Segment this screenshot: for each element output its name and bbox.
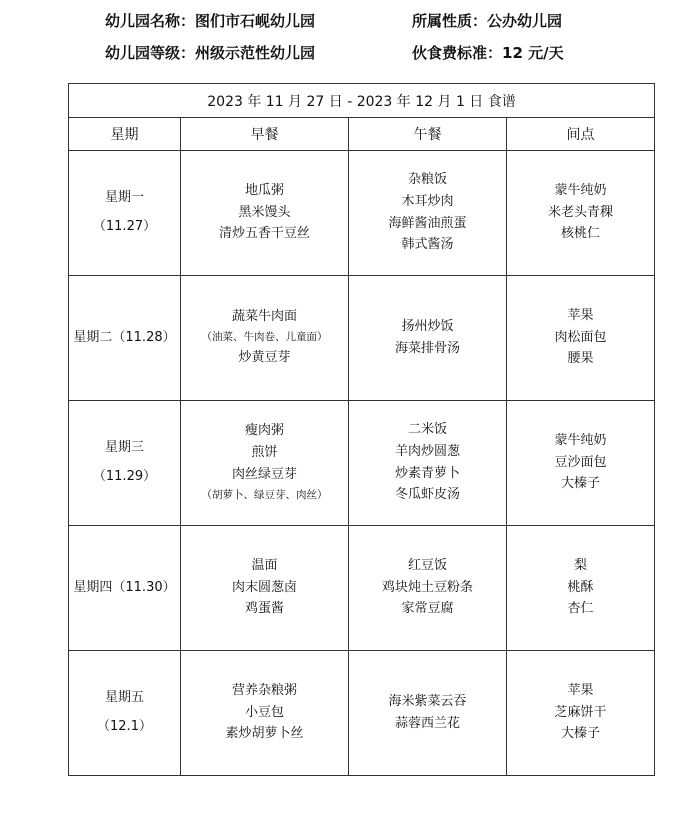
- menu-item: 扬州炒饭: [401, 318, 454, 334]
- menu-item: 大榛子: [561, 726, 601, 742]
- kindergarten-nature: 所属性质：公办幼儿园: [412, 12, 563, 30]
- menu-item: 韩式酱汤: [401, 237, 454, 253]
- menu-item: 海菜排骨汤: [394, 340, 460, 356]
- menu-table: [68, 83, 655, 776]
- menu-item: 海米紫菜云吞: [388, 693, 467, 709]
- menu-item: 羊肉炒圆葱: [394, 443, 460, 459]
- menu-item: 豆沙面包: [554, 454, 607, 470]
- day-cell: [69, 401, 181, 526]
- menu-item: （胡萝卜、绿豆芽、肉丝）: [201, 489, 328, 502]
- table-row: [69, 651, 655, 776]
- menu-item: 蒙牛纯奶: [554, 432, 607, 448]
- day-cell: [69, 651, 181, 776]
- menu-item: 海鲜酱油煎蛋: [388, 215, 467, 231]
- menu-item: 二米饭: [407, 421, 447, 437]
- menu-item: 桃酥: [567, 579, 594, 595]
- lunch-cell: [349, 401, 507, 526]
- menu-item: 瘦肉粥: [244, 423, 284, 439]
- menu-item: 煎饼: [251, 445, 278, 461]
- menu-item: 杂粮饭: [407, 171, 447, 187]
- lunch-cell: [349, 526, 507, 651]
- menu-item: 温面: [251, 557, 278, 573]
- day-label: （11.27）: [92, 219, 157, 234]
- menu-item: 炒黄豆芽: [238, 349, 291, 365]
- menu-item: 米老头青稞: [548, 204, 614, 220]
- menu-title: 2023 年 11 月 27 日 - 2023 年 12 月 1 日 食谱: [69, 84, 655, 118]
- breakfast-cell: [181, 276, 349, 401]
- column-header-snack: 间点: [507, 118, 655, 151]
- table-row: [69, 276, 655, 401]
- menu-item: 鸡块炖土豆粉条: [381, 579, 473, 595]
- menu-item: 蒙牛纯奶: [554, 182, 607, 198]
- menu-item: 肉松面包: [554, 329, 607, 345]
- column-header-breakfast: 早餐: [181, 118, 349, 151]
- day-cell: [69, 526, 181, 651]
- menu-item: 苹果: [567, 682, 594, 698]
- day-cell: [69, 151, 181, 276]
- meal-fee: 伙食费标准：12 元/天: [412, 44, 564, 62]
- snack-cell: [507, 151, 655, 276]
- menu-item: 素炒胡萝卜丝: [225, 726, 304, 742]
- menu-item: 冬瓜虾皮汤: [394, 487, 460, 503]
- menu-item: 清炒五香干豆丝: [218, 226, 310, 242]
- day-label: 星期一: [104, 190, 144, 206]
- menu-item: 小豆包: [244, 704, 284, 720]
- menu-item: 苹果: [567, 307, 594, 323]
- menu-item: 大榛子: [561, 476, 601, 492]
- day-label: 星期四（11.30）: [73, 579, 176, 595]
- breakfast-cell: [181, 526, 349, 651]
- breakfast-cell: [181, 651, 349, 776]
- snack-cell: [507, 401, 655, 526]
- menu-item: 营养杂粮粥: [231, 682, 297, 698]
- table-row: [69, 151, 655, 276]
- day-label: 星期五: [104, 690, 144, 706]
- menu-item: 蒜蓉西兰花: [394, 715, 460, 731]
- kindergarten-name: 幼儿园名称：图们市石岘幼儿园: [105, 12, 316, 30]
- menu-item: 蔬菜牛肉面: [231, 309, 297, 325]
- menu-item: 地瓜粥: [244, 182, 284, 198]
- day-label: （12.1）: [97, 719, 152, 734]
- menu-item: 杏仁: [567, 601, 594, 617]
- breakfast-cell: [181, 151, 349, 276]
- menu-item: 炒素青萝卜: [394, 465, 460, 481]
- menu-item: 梨: [574, 557, 588, 573]
- menu-item: 肉丝绿豆芽: [231, 467, 297, 483]
- snack-cell: [507, 526, 655, 651]
- table-row: [69, 526, 655, 651]
- table-row: [69, 401, 655, 526]
- breakfast-cell: [181, 401, 349, 526]
- menu-item: 芝麻饼干: [554, 704, 607, 720]
- day-label: （11.29）: [92, 469, 157, 484]
- menu-item: 红豆饭: [407, 557, 447, 573]
- column-header-day: 星期: [69, 118, 181, 151]
- kindergarten-level: 幼儿园等级：州级示范性幼儿园: [105, 44, 316, 62]
- column-header-lunch: 午餐: [349, 118, 507, 151]
- lunch-cell: [349, 276, 507, 401]
- day-label: 星期二（11.28）: [73, 329, 176, 345]
- menu-item: （油菜、牛肉卷、儿童面）: [201, 331, 328, 344]
- menu-item: 腰果: [567, 351, 594, 367]
- snack-cell: [507, 651, 655, 776]
- lunch-cell: [349, 151, 507, 276]
- day-label: 星期三: [104, 440, 144, 456]
- menu-item: 肉末圆葱卤: [231, 579, 297, 595]
- lunch-cell: [349, 651, 507, 776]
- menu-item: 鸡蛋酱: [244, 601, 284, 617]
- menu-item: 核桃仁: [561, 226, 601, 242]
- day-cell: [69, 276, 181, 401]
- menu-item: 黑米馒头: [238, 204, 291, 220]
- snack-cell: [507, 276, 655, 401]
- menu-item: 家常豆腐: [401, 601, 454, 617]
- menu-item: 木耳炒肉: [401, 193, 454, 209]
